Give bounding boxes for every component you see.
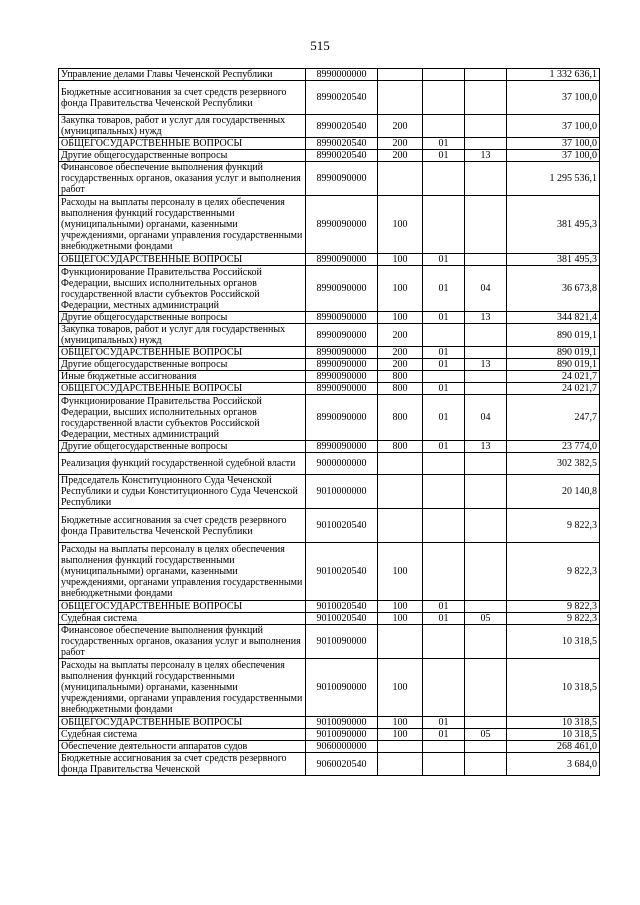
row-target-code: 8990090000: [306, 312, 378, 324]
table-row: [59, 453, 600, 475]
row-subsection: [465, 753, 507, 776]
row-subsection: [465, 741, 507, 753]
table-row: [59, 659, 600, 717]
row-target-code: 8990090000: [306, 347, 378, 359]
row-name: ОБЩЕГОСУДАРСТВЕННЫЕ ВОПРОСЫ: [59, 601, 306, 613]
row-amount: 9 822,3: [507, 543, 600, 601]
row-subsection: [465, 717, 507, 729]
row-name: Бюджетные ассигнования за счет средств резервного фонда Правительства Чеченской Республики: [59, 81, 306, 115]
row-amount: 23 774,0: [507, 441, 600, 453]
row-target-code: 9010020540: [306, 601, 378, 613]
row-section: [423, 625, 465, 659]
table-row: [59, 753, 600, 776]
row-amount: 344 821,4: [507, 312, 600, 324]
table-row: [59, 613, 600, 625]
row-expense-type: 200: [378, 359, 423, 371]
row-name: Судебная система: [59, 613, 306, 625]
row-name: Другие общегосударственные вопросы: [59, 359, 306, 371]
row-amount: 381 495,3: [507, 254, 600, 266]
row-subsection: 13: [465, 150, 507, 162]
row-section: 01: [423, 601, 465, 613]
table-row: [59, 254, 600, 266]
row-name: Председатель Конституционного Суда Чеченской Республики и судьи Конституционного Суда Чеченской Республики: [59, 475, 306, 509]
row-subsection: [465, 601, 507, 613]
row-expense-type: 100: [378, 717, 423, 729]
row-expense-type: [378, 475, 423, 509]
table-row: [59, 69, 600, 81]
row-subsection: 05: [465, 729, 507, 741]
row-section: 01: [423, 312, 465, 324]
row-name: ОБЩЕГОСУДАРСТВЕННЫЕ ВОПРОСЫ: [59, 383, 306, 395]
row-name: Финансовое обеспечение выполнения функций государственных органов, оказания услуг и выполнения работ: [59, 625, 306, 659]
row-name: Иные бюджетные ассигнования: [59, 371, 306, 383]
row-section: 01: [423, 347, 465, 359]
row-section: [423, 741, 465, 753]
budget-table: [58, 68, 600, 776]
row-target-code: 9010020540: [306, 543, 378, 601]
row-expense-type: 100: [378, 601, 423, 613]
row-expense-type: 100: [378, 312, 423, 324]
row-section: 01: [423, 254, 465, 266]
row-section: [423, 162, 465, 196]
row-name: ОБЩЕГОСУДАРСТВЕННЫЕ ВОПРОСЫ: [59, 138, 306, 150]
row-name: Финансовое обеспечение выполнения функций государственных органов, оказания услуг и выполнения работ: [59, 162, 306, 196]
row-subsection: [465, 509, 507, 543]
row-subsection: [465, 162, 507, 196]
row-expense-type: 800: [378, 441, 423, 453]
row-amount: 24 021,7: [507, 371, 600, 383]
table-row: [59, 741, 600, 753]
row-section: [423, 69, 465, 81]
table-row: [59, 347, 600, 359]
row-target-code: 8990020540: [306, 150, 378, 162]
row-name: Бюджетные ассигнования за счет средств резервного фонда Правительства Чеченской: [59, 753, 306, 776]
row-name: Обеспечение деятельности аппаратов судов: [59, 741, 306, 753]
row-expense-type: 200: [378, 150, 423, 162]
table-row: [59, 138, 600, 150]
row-expense-type: [378, 162, 423, 196]
row-name: Реализация функций государственной судебной власти: [59, 453, 306, 475]
row-expense-type: [378, 753, 423, 776]
row-subsection: [465, 138, 507, 150]
row-amount: 890 019,1: [507, 324, 600, 347]
row-expense-type: 200: [378, 324, 423, 347]
row-target-code: 9010090000: [306, 717, 378, 729]
row-subsection: [465, 69, 507, 81]
table-row: [59, 150, 600, 162]
row-target-code: 8990090000: [306, 395, 378, 441]
row-target-code: 8990090000: [306, 359, 378, 371]
table-row: [59, 601, 600, 613]
row-name: Расходы на выплаты персоналу в целях обеспечения выполнения функций государственными (муниципальными) органами, казенными учреждениями, органами управления государственными внебюджетными фондами: [59, 196, 306, 254]
row-amount: 10 318,5: [507, 717, 600, 729]
row-amount: 302 382,5: [507, 453, 600, 475]
row-section: [423, 753, 465, 776]
row-target-code: 8990090000: [306, 383, 378, 395]
table-row: [59, 324, 600, 347]
row-amount: 37 100,0: [507, 150, 600, 162]
table-row: [59, 729, 600, 741]
row-expense-type: [378, 625, 423, 659]
row-subsection: [465, 383, 507, 395]
row-amount: 1 295 536,1: [507, 162, 600, 196]
row-section: 01: [423, 395, 465, 441]
row-subsection: 13: [465, 312, 507, 324]
row-target-code: 8990090000: [306, 254, 378, 266]
table-row: [59, 115, 600, 138]
row-expense-type: 200: [378, 347, 423, 359]
row-name: Расходы на выплаты персоналу в целях обеспечения выполнения функций государственными (муниципальными) органами, казенными учреждениями, органами управления государственными внебюджетными фондами: [59, 659, 306, 717]
table-row: [59, 509, 600, 543]
row-expense-type: [378, 509, 423, 543]
table-row: [59, 441, 600, 453]
row-subsection: [465, 475, 507, 509]
row-expense-type: [378, 69, 423, 81]
row-subsection: [465, 659, 507, 717]
row-name: ОБЩЕГОСУДАРСТВЕННЫЕ ВОПРОСЫ: [59, 717, 306, 729]
row-section: 01: [423, 138, 465, 150]
row-amount: 24 021,7: [507, 383, 600, 395]
row-subsection: 13: [465, 359, 507, 371]
row-amount: 9 822,3: [507, 601, 600, 613]
row-expense-type: [378, 81, 423, 115]
row-subsection: [465, 81, 507, 115]
row-amount: 9 822,3: [507, 613, 600, 625]
row-subsection: [465, 543, 507, 601]
row-name: Функционирование Правительства Российской Федерации, высших исполнительных органов государственной власти субъектов Российской Федерации, местных администраций: [59, 395, 306, 441]
row-name: Другие общегосударственные вопросы: [59, 312, 306, 324]
table-row: [59, 383, 600, 395]
row-subsection: 04: [465, 395, 507, 441]
row-amount: 9 822,3: [507, 509, 600, 543]
row-subsection: [465, 115, 507, 138]
row-amount: 3 684,0: [507, 753, 600, 776]
row-name: Расходы на выплаты персоналу в целях обеспечения выполнения функций государственными (муниципальными) органами, казенными учреждениями, органами управления государственными внебюджетными фондами: [59, 543, 306, 601]
row-target-code: 8990020540: [306, 115, 378, 138]
row-amount: 268 461,0: [507, 741, 600, 753]
row-target-code: 9010000000: [306, 475, 378, 509]
row-expense-type: [378, 453, 423, 475]
row-expense-type: [378, 741, 423, 753]
table-row: [59, 266, 600, 312]
row-subsection: [465, 196, 507, 254]
row-expense-type: 100: [378, 254, 423, 266]
row-target-code: 8990090000: [306, 196, 378, 254]
row-section: 01: [423, 359, 465, 371]
row-section: [423, 324, 465, 347]
row-amount: 10 318,5: [507, 659, 600, 717]
row-target-code: 9060000000: [306, 741, 378, 753]
row-subsection: 05: [465, 613, 507, 625]
row-section: [423, 475, 465, 509]
table-row: [59, 395, 600, 441]
table-row: [59, 196, 600, 254]
row-subsection: 13: [465, 441, 507, 453]
table-row: [59, 312, 600, 324]
row-subsection: [465, 453, 507, 475]
row-target-code: 9000000000: [306, 453, 378, 475]
row-expense-type: 100: [378, 266, 423, 312]
row-target-code: 9010020540: [306, 613, 378, 625]
row-target-code: 8990090000: [306, 441, 378, 453]
row-section: 01: [423, 717, 465, 729]
row-target-code: 8990090000: [306, 371, 378, 383]
row-amount: 247,7: [507, 395, 600, 441]
row-name: ОБЩЕГОСУДАРСТВЕННЫЕ ВОПРОСЫ: [59, 347, 306, 359]
row-section: 01: [423, 729, 465, 741]
row-name: Бюджетные ассигнования за счет средств резервного фонда Правительства Чеченской Республики: [59, 509, 306, 543]
row-amount: 36 673,8: [507, 266, 600, 312]
table-row: [59, 81, 600, 115]
row-subsection: [465, 324, 507, 347]
row-target-code: 9010090000: [306, 625, 378, 659]
table-row: [59, 359, 600, 371]
table-row: [59, 717, 600, 729]
row-name: Другие общегосударственные вопросы: [59, 441, 306, 453]
row-section: [423, 196, 465, 254]
row-name: Закупка товаров, работ и услуг для государственных (муниципальных) нужд: [59, 324, 306, 347]
row-target-code: 8990090000: [306, 162, 378, 196]
row-target-code: 8990090000: [306, 266, 378, 312]
table-row: [59, 543, 600, 601]
row-target-code: 9010090000: [306, 729, 378, 741]
row-amount: 381 495,3: [507, 196, 600, 254]
row-target-code: 9060020540: [306, 753, 378, 776]
row-target-code: 8990020540: [306, 138, 378, 150]
row-amount: 890 019,1: [507, 359, 600, 371]
row-expense-type: 200: [378, 115, 423, 138]
row-section: 01: [423, 266, 465, 312]
row-target-code: 8990000000: [306, 69, 378, 81]
row-subsection: [465, 254, 507, 266]
row-section: [423, 115, 465, 138]
row-section: [423, 81, 465, 115]
budget-table-body: [59, 69, 600, 776]
row-amount: 20 140,8: [507, 475, 600, 509]
row-amount: 37 100,0: [507, 81, 600, 115]
row-target-code: 8990090000: [306, 324, 378, 347]
row-amount: 37 100,0: [507, 115, 600, 138]
row-subsection: 04: [465, 266, 507, 312]
table-row: [59, 475, 600, 509]
row-expense-type: 100: [378, 543, 423, 601]
row-amount: 1 332 636,1: [507, 69, 600, 81]
row-expense-type: 100: [378, 659, 423, 717]
row-section: 01: [423, 383, 465, 395]
row-name: ОБЩЕГОСУДАРСТВЕННЫЕ ВОПРОСЫ: [59, 254, 306, 266]
row-subsection: [465, 625, 507, 659]
row-name: Закупка товаров, работ и услуг для государственных (муниципальных) нужд: [59, 115, 306, 138]
row-section: [423, 371, 465, 383]
row-expense-type: 800: [378, 395, 423, 441]
row-amount: 10 318,5: [507, 729, 600, 741]
row-expense-type: 200: [378, 138, 423, 150]
row-section: 01: [423, 441, 465, 453]
row-expense-type: 100: [378, 729, 423, 741]
row-expense-type: 800: [378, 383, 423, 395]
row-expense-type: 800: [378, 371, 423, 383]
row-name: Другие общегосударственные вопросы: [59, 150, 306, 162]
row-subsection: [465, 371, 507, 383]
page-number: 515: [310, 38, 330, 53]
row-name: Судебная система: [59, 729, 306, 741]
table-row: [59, 371, 600, 383]
row-subsection: [465, 347, 507, 359]
row-expense-type: 100: [378, 196, 423, 254]
row-name: Функционирование Правительства Российской Федерации, высших исполнительных органов государственной власти субъектов Российской Федерации, местных администраций: [59, 266, 306, 312]
row-section: [423, 509, 465, 543]
row-amount: 10 318,5: [507, 625, 600, 659]
row-target-code: 8990020540: [306, 81, 378, 115]
row-section: 01: [423, 150, 465, 162]
row-name: Управление делами Главы Чеченской Республики: [59, 69, 306, 81]
row-section: [423, 659, 465, 717]
row-amount: 890 019,1: [507, 347, 600, 359]
table-row: [59, 162, 600, 196]
row-section: 01: [423, 613, 465, 625]
row-target-code: 9010020540: [306, 509, 378, 543]
row-section: [423, 453, 465, 475]
row-amount: 37 100,0: [507, 138, 600, 150]
row-target-code: 9010090000: [306, 659, 378, 717]
row-section: [423, 543, 465, 601]
table-row: [59, 625, 600, 659]
row-expense-type: 100: [378, 613, 423, 625]
